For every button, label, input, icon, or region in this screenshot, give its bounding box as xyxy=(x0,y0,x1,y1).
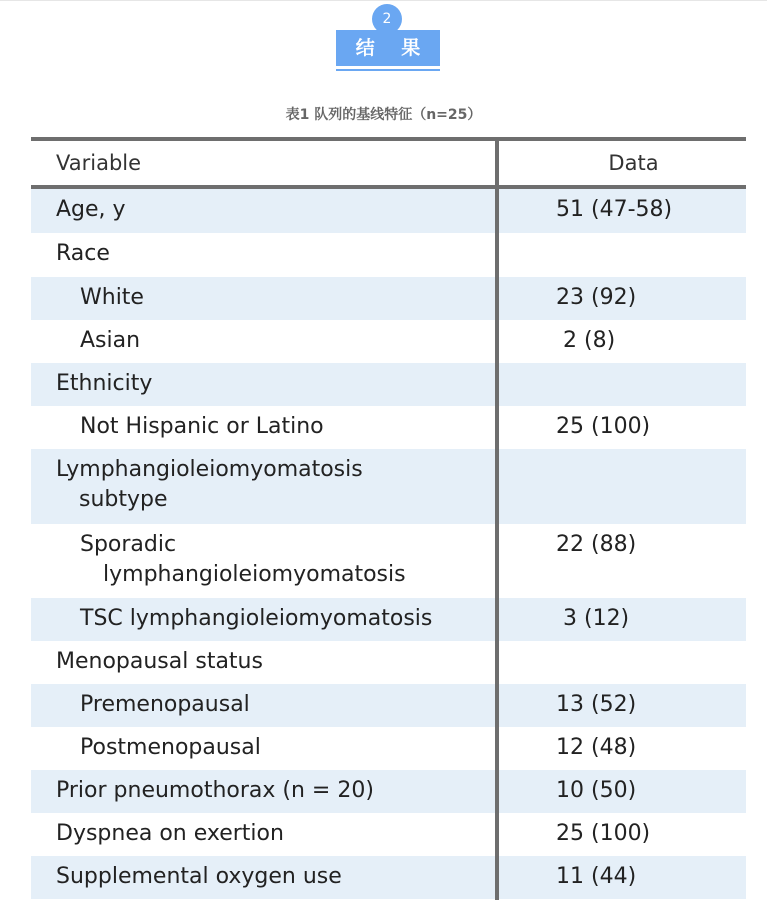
variable-label: Ethnicity xyxy=(56,371,153,396)
table-row xyxy=(31,277,746,320)
cell-data xyxy=(496,641,746,647)
cell-variable xyxy=(31,856,496,892)
variable-label: Lymphangioleiomyomatosis xyxy=(56,457,363,482)
table-row xyxy=(31,406,746,449)
variable-label-continuation: lymphangioleiomyomatosis xyxy=(103,562,406,587)
variable-label: White xyxy=(80,285,144,310)
cell-data: 11 (44) xyxy=(556,864,637,889)
variable-label: Race xyxy=(56,241,110,266)
table-row xyxy=(31,770,746,813)
cell-variable xyxy=(31,406,496,442)
cell-data: 2 (8) xyxy=(556,328,616,353)
table-row xyxy=(31,813,746,856)
section-title: 结 果 xyxy=(336,30,440,66)
variable-label: Postmenopausal xyxy=(80,735,261,760)
cell-data xyxy=(496,449,746,455)
cell-variable xyxy=(31,727,496,763)
variable-label: Dyspnea on exertion xyxy=(56,821,284,846)
cell-variable xyxy=(31,189,496,225)
table-row xyxy=(31,641,746,684)
table-header-row xyxy=(31,141,746,185)
section-header xyxy=(0,0,767,80)
cell-data: 25 (100) xyxy=(556,414,651,439)
table-row xyxy=(31,189,746,233)
variable-label: Premenopausal xyxy=(80,692,250,717)
table-row xyxy=(31,320,746,363)
cell-data xyxy=(496,233,746,239)
cell-variable xyxy=(31,320,496,356)
cell-variable xyxy=(31,684,496,720)
cell-data: 12 (48) xyxy=(556,735,637,760)
cell-variable xyxy=(31,233,496,269)
cell-variable xyxy=(31,524,496,590)
variable-label-continuation: subtype xyxy=(79,487,168,512)
table-body xyxy=(31,189,746,899)
cell-variable xyxy=(31,449,496,515)
cell-data xyxy=(496,363,746,369)
table-row xyxy=(31,684,746,727)
variable-label: Not Hispanic or Latino xyxy=(80,414,324,439)
cell-data: 10 (50) xyxy=(556,778,637,803)
variable-label: Asian xyxy=(80,328,141,353)
variable-label: Age, y xyxy=(56,197,126,222)
cell-variable xyxy=(31,598,496,634)
cell-variable xyxy=(31,277,496,313)
cell-variable xyxy=(31,641,496,677)
table-row xyxy=(31,449,746,524)
cell-data: 13 (52) xyxy=(556,692,637,717)
cell-variable xyxy=(31,813,496,849)
header-variable: Variable xyxy=(56,151,142,175)
column-divider xyxy=(495,137,499,900)
table-row xyxy=(31,363,746,406)
table-row xyxy=(31,524,746,598)
section-number-badge: 2 xyxy=(372,4,402,34)
variable-label: Supplemental oxygen use xyxy=(56,864,342,889)
cell-data: 23 (92) xyxy=(556,285,637,310)
variable-label: Menopausal status xyxy=(56,649,263,674)
variable-label: Prior pneumothorax (n = 20) xyxy=(56,778,374,803)
cell-data: 3 (12) xyxy=(556,606,630,631)
table-row xyxy=(31,233,746,277)
section-title-underline xyxy=(336,69,440,71)
cell-data: 25 (100) xyxy=(556,821,651,846)
header-data: Data xyxy=(608,151,659,175)
table-row xyxy=(31,727,746,770)
variable-label: TSC lymphangioleiomyomatosis xyxy=(80,606,433,631)
table-row xyxy=(31,598,746,641)
cell-variable xyxy=(31,770,496,806)
baseline-table xyxy=(31,137,746,899)
table-caption: 表1 队列的基线特征（n=25） xyxy=(285,107,482,123)
cell-data: 51 (47-58) xyxy=(556,197,673,222)
variable-label: Sporadic xyxy=(80,532,177,557)
cell-variable xyxy=(31,363,496,399)
cell-data: 22 (88) xyxy=(556,532,637,557)
table-row xyxy=(31,856,746,899)
